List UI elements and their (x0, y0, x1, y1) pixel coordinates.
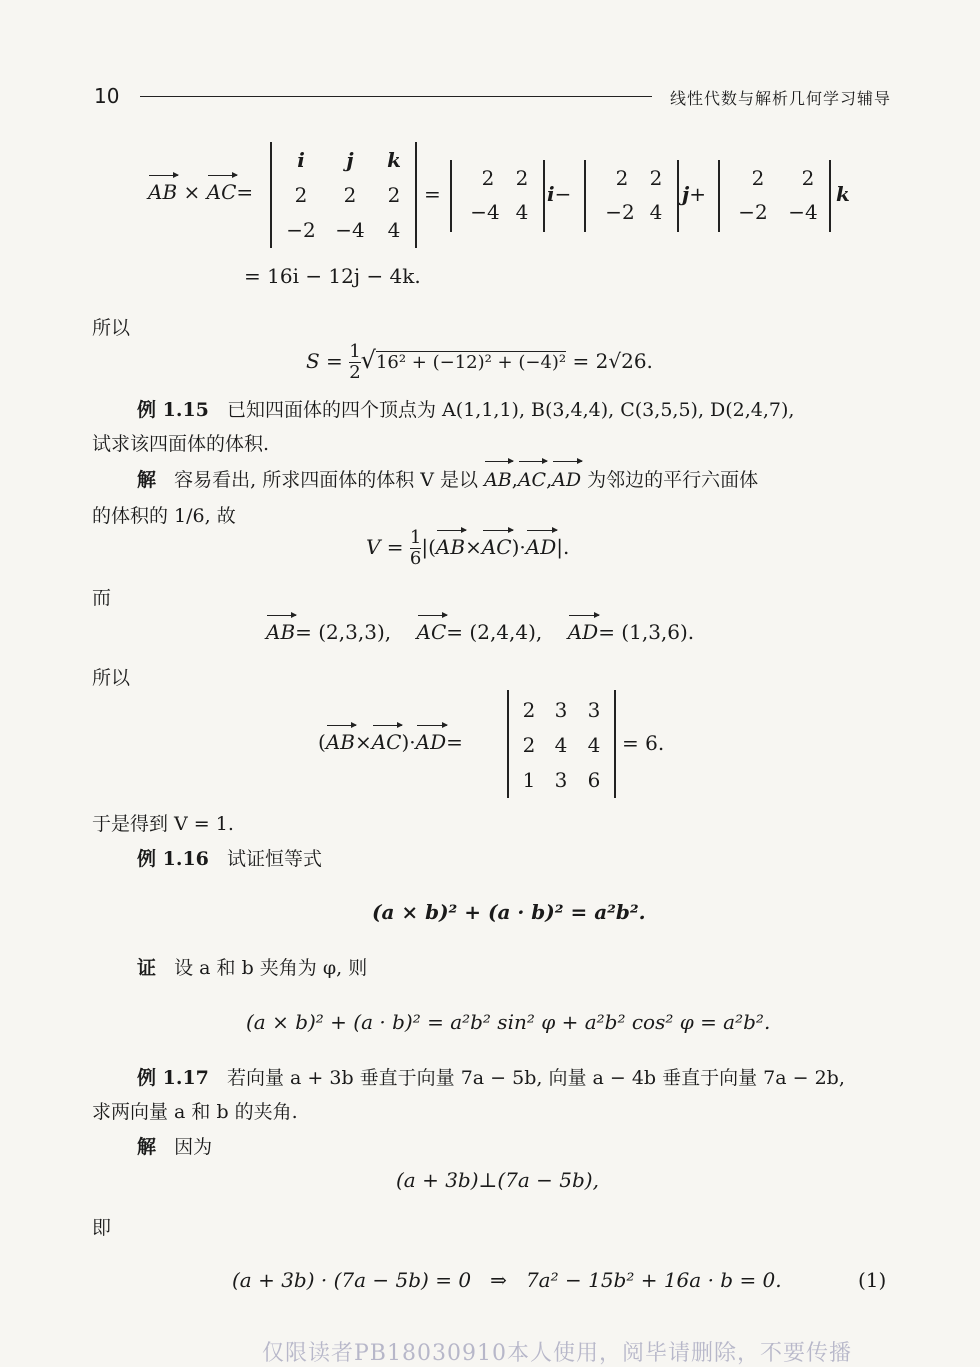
vector-ab: AB (148, 180, 178, 204)
minor-cell: −4 (470, 200, 500, 224)
unit-vector-j: j (682, 182, 690, 206)
connector-suoyi: 所以 (92, 667, 131, 689)
det-cell: 3 (554, 698, 568, 722)
vector-ab: AB (484, 466, 512, 495)
minor-cell: 2 (481, 166, 495, 190)
fraction-one-half: $\frac{1}{2}$ (349, 341, 361, 383)
example-1-16-line (137, 845, 322, 874)
unit-vector-i: i (547, 182, 555, 206)
reader-watermark: 仅限读者PB18030910本人使用，阅毕请删除，不要传播 (262, 1341, 852, 1366)
solution-line (137, 1133, 212, 1162)
minus-sign: − (554, 182, 572, 206)
det-cell: j (346, 148, 354, 172)
det-cell: 3 (587, 698, 601, 722)
minor-cell: 2 (801, 166, 815, 190)
det-bar-right (415, 142, 417, 248)
det-cell: 3 (554, 768, 568, 792)
proof-text: 设 a 和 b 夹角为 φ, 则 (174, 957, 368, 979)
triple-product-result: = 6. (622, 731, 665, 755)
example-label: 例 1.17 (137, 1067, 209, 1089)
minor1-bar-left (450, 160, 452, 232)
equation-number: (1) (858, 1268, 887, 1292)
equals-sign: = (424, 182, 441, 206)
unit-vector-k: k (836, 182, 850, 206)
minor3-bar-right (829, 160, 831, 232)
vector-ac: AC (206, 180, 237, 204)
plus-sign: + (689, 182, 707, 206)
det-cell: −4 (335, 218, 365, 242)
header-rule (140, 96, 652, 97)
times-sign: × (183, 180, 201, 204)
minor2-bar-left (584, 160, 586, 232)
proof-formula: (a × b)² + (a · b)² = a²b² sin² φ + a²b² cos² φ = a²b². (246, 1010, 771, 1034)
minor-cell: −4 (788, 200, 818, 224)
example-1-17-line1 (137, 1064, 845, 1093)
example-label: 例 1.15 (137, 399, 209, 421)
minor-cell: 2 (649, 166, 663, 190)
det-cell: 1 (522, 768, 536, 792)
example-statement-line2: 求两向量 a 和 b 的夹角. (92, 1101, 298, 1123)
example-1-15-line1 (137, 396, 794, 425)
cross-product-result: = 16i − 12j − 4k. (244, 264, 421, 288)
proof-label: 证 (137, 957, 157, 979)
solution-label: 解 (137, 469, 157, 491)
example-statement-line2: 试求该四面体的体积. (92, 433, 270, 455)
connector-ji: 即 (92, 1217, 112, 1239)
minor2-bar-right (677, 160, 679, 232)
minor-cell: −2 (738, 200, 768, 224)
page-number: 10 (94, 84, 120, 108)
minor-cell: 4 (649, 200, 663, 224)
example-label: 例 1.16 (137, 848, 209, 870)
det-cell: 6 (587, 768, 601, 792)
connector-er: 而 (92, 587, 112, 609)
radicand: 16² + (−12)² + (−4)² (375, 351, 567, 373)
example-statement: 若向量 a + 3b 垂直于向量 7a − 5b, 向量 a − 4b 垂直于向量 7a − 2b, (227, 1067, 845, 1089)
perpendicular-formula: (a + 3b)⊥(7a − 5b), (396, 1168, 599, 1192)
det-cell: 2 (387, 183, 401, 207)
solution-line1: 解 容易看出, 所求四面体的体积 V 是以 AB,AC,AD 为邻边的平行六面体 (137, 466, 758, 495)
det-cell: 2 (522, 698, 536, 722)
equals-sign: = (236, 180, 254, 204)
det-cell: 4 (387, 218, 401, 242)
example-statement: 已知四面体的四个顶点为 A(1,1,1), B(3,4,4), C(3,5,5), D(2,4,7), (227, 399, 795, 421)
volume-conclusion: 于是得到 V = 1. (92, 813, 234, 835)
connector-suoyi: 所以 (92, 317, 131, 339)
solution-line2: 的体积的 1/6, 故 (92, 505, 236, 527)
vector-values: AB= (2,3,3), AC= (2,4,4), AD= (1,3,6). (266, 620, 695, 644)
identity-formula: (a × b)² + (a · b)² = a²b². (372, 900, 646, 924)
area-lhs: S = (306, 348, 343, 373)
area-rhs: = 2√26. (572, 348, 653, 373)
vector-ac: AC (518, 466, 546, 495)
det-cell: 4 (587, 733, 601, 757)
det-bar-left (270, 142, 272, 248)
vector-ad: AD (552, 466, 581, 495)
det-cell: 2 (294, 183, 308, 207)
minor-cell: 2 (515, 166, 529, 190)
solution-text: 因为 (174, 1136, 213, 1158)
minor-cell: 2 (615, 166, 629, 190)
proof-line (137, 954, 367, 983)
triple-det-bar-right (614, 690, 616, 798)
det-cell: 2 (522, 733, 536, 757)
volume-formula: V = $\frac{1}{6}$ |(AB×AC)·AD|. (366, 527, 570, 569)
area-formula: S = $\frac{1}{2}$ √16² + (−12)² + (−4)² = 2√26. (306, 341, 653, 383)
dot-product-equation: (a + 3b) · (7a − 5b) = 0 ⇒ 7a² − 15b² + 16a · b = 0. (232, 1268, 782, 1292)
minor-cell: 4 (515, 200, 529, 224)
det-cell: k (387, 148, 401, 172)
solution-label: 解 (137, 1136, 157, 1158)
det-cell: 2 (343, 183, 357, 207)
minor-cell: −2 (605, 200, 635, 224)
det-cell: −2 (286, 218, 316, 242)
minor3-bar-left (718, 160, 720, 232)
minor1-bar-right (543, 160, 545, 232)
det-cell: 4 (554, 733, 568, 757)
example-statement: 试证恒等式 (227, 848, 323, 870)
minor-cell: 2 (751, 166, 765, 190)
book-title: 线性代数与解析几何学习辅导 (670, 89, 892, 108)
det-cell: i (297, 148, 305, 172)
